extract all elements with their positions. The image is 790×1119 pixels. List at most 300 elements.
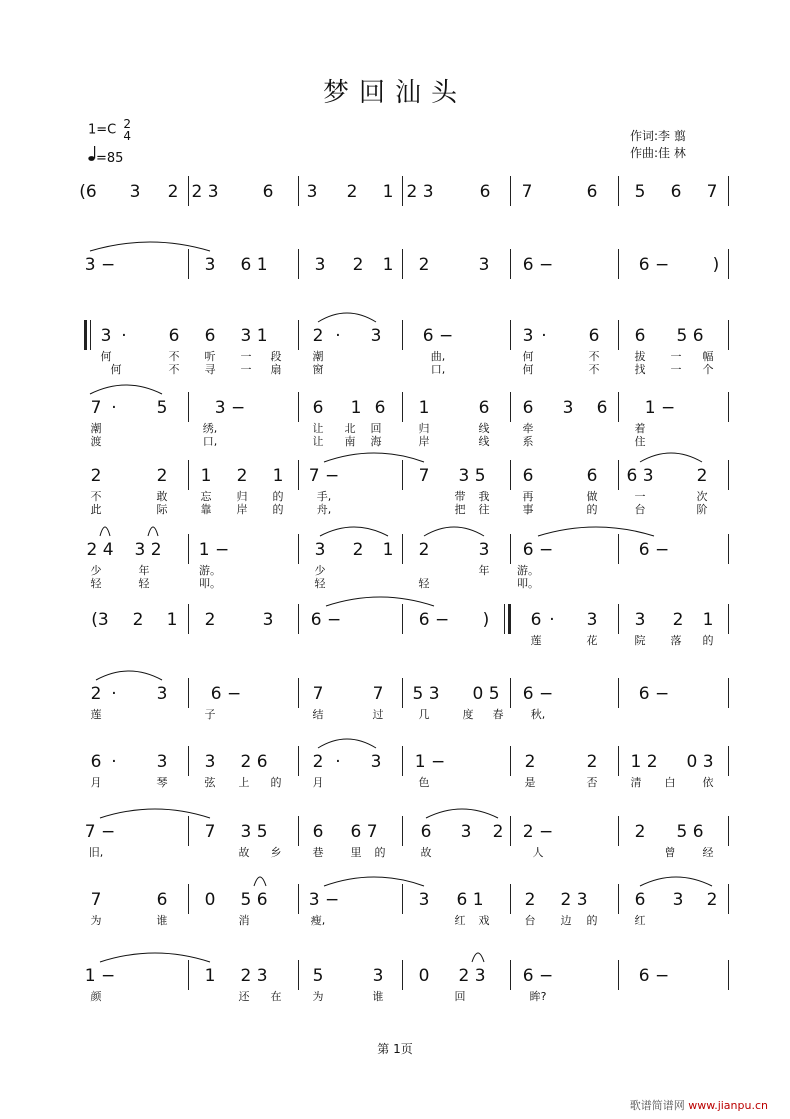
lyric-syllable: 何	[110, 363, 122, 376]
note: 6 −	[422, 326, 454, 346]
lyric-syllable: 为	[312, 990, 324, 1003]
lyric-syllable: 北	[344, 422, 356, 435]
lyric-syllable: 轻	[418, 577, 430, 590]
lyric-syllable: 游。	[199, 564, 221, 577]
note: 7 −	[84, 822, 116, 842]
lyric-syllable: 不	[168, 350, 180, 363]
slur	[100, 527, 110, 536]
lyric-syllable: 拔	[634, 350, 646, 363]
note: 3	[522, 326, 534, 346]
slur-marks	[80, 380, 730, 410]
lyric-syllable: 的	[702, 634, 714, 647]
lyric-syllable: 何	[522, 350, 534, 363]
bar-line	[402, 176, 403, 206]
slur	[318, 739, 376, 748]
lyric-syllable: 秋,	[530, 708, 546, 721]
note: 2	[132, 610, 144, 630]
note: 3	[204, 255, 216, 275]
lyric-syllable: 春	[492, 708, 504, 721]
lyric-syllable: 敢	[156, 490, 168, 503]
lyric-syllable: 住	[634, 435, 646, 448]
lyric-line	[80, 914, 730, 934]
lyric-syllable: 度	[462, 708, 474, 721]
lyric-syllable: 年	[138, 564, 150, 577]
lyric-syllable: 清	[630, 776, 642, 789]
lyric-line	[80, 846, 730, 866]
lyric-syllable: 花	[586, 634, 598, 647]
note: 3	[460, 822, 472, 842]
lyric-syllable: 线	[478, 435, 490, 448]
note: 6 −	[638, 684, 670, 704]
note: 6	[168, 326, 180, 346]
lyric-syllable: 结	[312, 708, 324, 721]
slur-marks	[80, 948, 730, 978]
note: 6	[670, 182, 682, 202]
note: ·	[335, 326, 341, 346]
note: 5 3	[412, 684, 440, 704]
note: 6	[586, 182, 598, 202]
note: 1	[350, 398, 362, 418]
note: 6 1	[240, 255, 268, 275]
note: 6	[596, 398, 608, 418]
lyric-syllable: 让	[312, 422, 324, 435]
note: 1 −	[198, 540, 230, 560]
lyric-syllable: 听	[204, 350, 216, 363]
note: 2 3	[406, 182, 434, 202]
lyric-syllable: 琴	[156, 776, 168, 789]
note: 2	[167, 182, 179, 202]
bar-line	[298, 176, 299, 206]
lyric-syllable: 窗	[312, 363, 324, 376]
note: (3	[91, 610, 109, 630]
lyric-syllable: 个	[702, 363, 714, 376]
lyric-syllable: 段	[270, 350, 282, 363]
note: 6	[522, 398, 534, 418]
lyric-syllable: 色	[418, 776, 430, 789]
note: 2 3	[191, 182, 219, 202]
lyric-syllable: 幅	[702, 350, 714, 363]
lyric-syllable: 故	[238, 846, 250, 859]
note: 1	[204, 966, 216, 986]
slur	[538, 527, 654, 536]
lyric-syllable: 潮	[312, 350, 324, 363]
lyric-syllable: 游。	[517, 564, 539, 577]
lyric-syllable: 年	[478, 564, 490, 577]
note: 3 1	[240, 326, 268, 346]
time-numerator: 2	[123, 117, 132, 131]
lyric-syllable: 莲	[90, 708, 102, 721]
note: 2	[418, 540, 430, 560]
lyric-syllable: 红	[634, 914, 646, 927]
note: 5 6	[240, 890, 268, 910]
note: 6	[478, 398, 490, 418]
lyric-syllable: 落	[670, 634, 682, 647]
note: 3	[370, 326, 382, 346]
lyric-syllable: 里	[350, 846, 362, 859]
note: 2	[236, 466, 248, 486]
note: 6 −	[418, 610, 450, 630]
lyric-syllable: 归	[236, 490, 248, 503]
note: 3	[100, 326, 112, 346]
note: 6	[312, 398, 324, 418]
lyric-syllable: 的	[586, 503, 598, 516]
note: 3	[204, 752, 216, 772]
note: 2	[90, 684, 102, 704]
lyric-syllable: 少	[90, 564, 102, 577]
note: 3 −	[84, 255, 116, 275]
page-number: 第 1页	[377, 1042, 413, 1056]
lyric-syllable: 院	[634, 634, 646, 647]
lyric-syllable: 一	[670, 350, 682, 363]
lyric-syllable: 海	[370, 435, 382, 448]
notes-line	[80, 182, 730, 202]
slur	[100, 953, 210, 962]
lyric-syllable: 回	[370, 422, 382, 435]
lyric-syllable: 曲,	[430, 350, 446, 363]
slur	[326, 597, 434, 606]
note: 2	[492, 822, 504, 842]
note: 6	[156, 890, 168, 910]
lyric-syllable: 过	[372, 708, 384, 721]
lyric-syllable: 不	[168, 363, 180, 376]
note: 7	[90, 398, 102, 418]
lyric-syllable: 叩。	[199, 577, 221, 590]
lyric-line	[80, 634, 730, 654]
note: 2	[352, 540, 364, 560]
lyric-syllable: 何	[100, 350, 112, 363]
note: 2	[524, 890, 536, 910]
note: 3	[156, 684, 168, 704]
lyric-syllable: 靠	[200, 503, 212, 516]
lyric-syllable: 事	[522, 503, 534, 516]
lyric-syllable: 少	[314, 564, 326, 577]
lyric-syllable: 人	[532, 846, 544, 859]
note: 1 −	[414, 752, 446, 772]
lyric-syllable: 瘦,	[310, 914, 326, 927]
lyric-syllable: 把	[454, 503, 466, 516]
note: 6	[420, 822, 432, 842]
lyric-syllable: 在	[270, 990, 282, 1003]
lyric-syllable: 轻	[138, 577, 150, 590]
note: 2	[696, 466, 708, 486]
lyric-syllable: 边	[560, 914, 572, 927]
lyric-syllable: 经	[702, 846, 714, 859]
note: 6 −	[522, 255, 554, 275]
slur-marks	[80, 734, 730, 764]
lyric-syllable: 子	[204, 708, 216, 721]
lyric-syllable: 曾	[664, 846, 676, 859]
note: )	[712, 255, 720, 275]
lyric-syllable: 做	[586, 490, 598, 503]
note: 6	[374, 398, 386, 418]
note: ·	[111, 684, 117, 704]
note: 6	[204, 326, 216, 346]
note: 1	[702, 610, 714, 630]
lyric-syllable: 白	[664, 776, 676, 789]
slur	[424, 527, 484, 536]
note: 3	[634, 610, 646, 630]
note: 6	[522, 466, 534, 486]
lyric-syllable: 带	[454, 490, 466, 503]
lyric-syllable: 的	[272, 503, 284, 516]
note: 2	[586, 752, 598, 772]
slur	[324, 877, 424, 886]
lyric-syllable: 归	[418, 422, 430, 435]
note: 6 −	[522, 540, 554, 560]
note: 5	[312, 966, 324, 986]
note: 5 6	[676, 822, 704, 842]
lyric-syllable: 眸?	[529, 990, 547, 1003]
lyric-syllable: 一	[670, 363, 682, 376]
note: 5	[156, 398, 168, 418]
tempo-value: =85	[96, 151, 124, 166]
lyric-syllable: 手,	[316, 490, 332, 503]
lyric-syllable: 旧,	[88, 846, 104, 859]
note: ·	[549, 610, 555, 630]
note: 1	[382, 255, 394, 275]
lyric-syllable: 南	[344, 435, 356, 448]
time-denominator: 4	[123, 129, 132, 143]
note: 2	[634, 822, 646, 842]
note: 6 −	[638, 966, 670, 986]
note: 6 −	[638, 255, 670, 275]
lyric-syllable: 颜	[90, 990, 102, 1003]
lyric-syllable: 回	[454, 990, 466, 1003]
watermark-site-name: 歌谱简谱网	[629, 1099, 685, 1112]
slur	[100, 809, 210, 818]
note: 5 6	[676, 326, 704, 346]
lyric-syllable: 忘	[200, 490, 212, 503]
lyric-syllable: 叩。	[517, 577, 539, 590]
lyric-line	[80, 708, 730, 728]
lyric-syllable: 轻	[90, 577, 102, 590]
lyric-syllable: 还	[238, 990, 250, 1003]
lyric-syllable: 不	[588, 363, 600, 376]
lyric-syllable: 轻	[314, 577, 326, 590]
note: 3 5	[458, 466, 486, 486]
note: ·	[335, 752, 341, 772]
lyric-syllable: 次	[696, 490, 708, 503]
note: 2	[706, 890, 718, 910]
tempo-marking	[88, 146, 123, 168]
note: 1 −	[644, 398, 676, 418]
note: 3	[418, 890, 430, 910]
note: 6	[312, 822, 324, 842]
note: 6	[588, 326, 600, 346]
note: 1 2	[630, 752, 658, 772]
slur	[640, 453, 702, 462]
slur	[324, 453, 424, 462]
slur	[254, 877, 266, 886]
lyric-syllable: 戏	[478, 914, 490, 927]
composer-credit: 作曲:佳 林	[630, 146, 686, 160]
lyricist-credit: 作词:李 翦	[630, 129, 686, 143]
note: 6	[530, 610, 542, 630]
lyric-syllable: 一	[240, 363, 252, 376]
note: 7	[372, 684, 384, 704]
note: ·	[111, 398, 117, 418]
slur-marks	[80, 804, 730, 834]
lyric-syllable: 是	[524, 776, 536, 789]
note: 1	[418, 398, 430, 418]
note: 7	[706, 182, 718, 202]
lyric-syllable: 再	[522, 490, 534, 503]
slur	[640, 877, 712, 886]
lyric-syllable: 着	[634, 422, 646, 435]
note: 7	[521, 182, 533, 202]
key-signature	[88, 118, 131, 142]
lyric-syllable: 渡	[90, 435, 102, 448]
lyric-syllable: 月	[90, 776, 102, 789]
note: 6	[634, 890, 646, 910]
note: 2 3	[240, 966, 268, 986]
note: 2	[312, 752, 324, 772]
note: 1	[382, 182, 394, 202]
lyric-syllable: 扇	[270, 363, 282, 376]
note: 6	[479, 182, 491, 202]
slur-marks	[80, 448, 730, 478]
slur	[318, 313, 376, 322]
bar-line	[510, 176, 511, 206]
quarter-note-icon	[88, 146, 96, 160]
note: 3	[314, 540, 326, 560]
lyric-syllable: 绣,	[202, 422, 218, 435]
lyric-syllable: 不	[90, 490, 102, 503]
lyric-syllable: 谁	[156, 914, 168, 927]
lyric-line	[80, 990, 730, 1010]
slur-marks	[80, 592, 730, 622]
note: 2	[352, 255, 364, 275]
note: 2 4	[86, 540, 114, 560]
lyric-syllable: 岸	[418, 435, 430, 448]
slur	[426, 809, 498, 818]
lyric-syllable: 月	[312, 776, 324, 789]
note: 7	[90, 890, 102, 910]
lyric-syllable: 寻	[204, 363, 216, 376]
lyric-syllable: 往	[478, 503, 490, 516]
lyric-syllable: 牵	[522, 422, 534, 435]
note: (6	[79, 182, 97, 202]
lyric-syllable: 几	[418, 708, 430, 721]
note: 1	[272, 466, 284, 486]
note: 3	[156, 752, 168, 772]
lyric-syllable: 故	[420, 846, 432, 859]
lyric-syllable: 弦	[204, 776, 216, 789]
lyric-syllable: 际	[156, 503, 168, 516]
note: 3	[306, 182, 318, 202]
note: 2 3	[560, 890, 588, 910]
bar-line	[618, 176, 619, 206]
note: ·	[541, 326, 547, 346]
note: 2	[312, 326, 324, 346]
note: 6 −	[522, 966, 554, 986]
slur	[148, 527, 158, 536]
lyric-syllable: 不	[588, 350, 600, 363]
note: 2	[672, 610, 684, 630]
lyric-syllable: 为	[90, 914, 102, 927]
bar-line	[188, 176, 189, 206]
key-label: 1=C	[88, 122, 117, 138]
lyric-syllable: 阶	[696, 503, 708, 516]
note: 3	[478, 540, 490, 560]
note: 6 −	[638, 540, 670, 560]
note: 2 6	[240, 752, 268, 772]
note: 3	[562, 398, 574, 418]
note: 2	[524, 752, 536, 772]
note: 6 −	[522, 684, 554, 704]
note: 0 5	[472, 684, 500, 704]
note: 3 −	[308, 890, 340, 910]
slur	[320, 527, 388, 536]
note: 2 3	[458, 966, 486, 986]
watermark-url: www.jianpu.cn	[688, 1099, 768, 1112]
slur-marks	[80, 237, 730, 267]
note: 6	[90, 752, 102, 772]
slur	[90, 242, 210, 251]
note: 6 −	[310, 610, 342, 630]
lyric-syllable: 谁	[372, 990, 384, 1003]
note: 7	[312, 684, 324, 704]
note: 6	[634, 326, 646, 346]
lyric-syllable: 的	[374, 846, 386, 859]
note: 3	[372, 966, 384, 986]
note: 1 −	[84, 966, 116, 986]
note: ·	[111, 752, 117, 772]
lyric-syllable: 的	[586, 914, 598, 927]
slur-marks	[80, 666, 730, 696]
lyric-syllable: 莲	[530, 634, 542, 647]
lyric-syllable: 否	[586, 776, 598, 789]
lyric-syllable: 舟,	[316, 503, 332, 516]
note: 1	[382, 540, 394, 560]
note: 7	[204, 822, 216, 842]
note: 1	[166, 610, 178, 630]
lyric-syllable: 台	[634, 503, 646, 516]
lyric-syllable: 线	[478, 422, 490, 435]
slur	[96, 671, 162, 680]
note: 2	[346, 182, 358, 202]
lyric-syllable: 台	[524, 914, 536, 927]
lyric-line	[80, 503, 730, 523]
lyric-syllable: 的	[270, 776, 282, 789]
note: 3 2	[134, 540, 162, 560]
note: 3	[370, 752, 382, 772]
note: 3	[262, 610, 274, 630]
lyric-syllable: 口,	[202, 435, 218, 448]
lyric-syllable: 一	[240, 350, 252, 363]
note: 3	[314, 255, 326, 275]
lyric-syllable: 上	[238, 776, 250, 789]
slur	[90, 385, 162, 394]
note: 7 −	[308, 466, 340, 486]
lyric-syllable: 岸	[236, 503, 248, 516]
note: 2 −	[522, 822, 554, 842]
note: 3	[129, 182, 141, 202]
slur	[472, 953, 484, 962]
note: 3 −	[214, 398, 246, 418]
note: ·	[121, 326, 127, 346]
note: 6 3	[626, 466, 654, 486]
watermark	[630, 1097, 768, 1113]
lyric-syllable: 此	[90, 503, 102, 516]
lyric-syllable: 让	[312, 435, 324, 448]
lyric-syllable: 何	[522, 363, 534, 376]
note: 6 7	[350, 822, 378, 842]
note: 2	[156, 466, 168, 486]
lyric-syllable: 乡	[270, 846, 282, 859]
note: 7	[418, 466, 430, 486]
note: 1	[200, 466, 212, 486]
